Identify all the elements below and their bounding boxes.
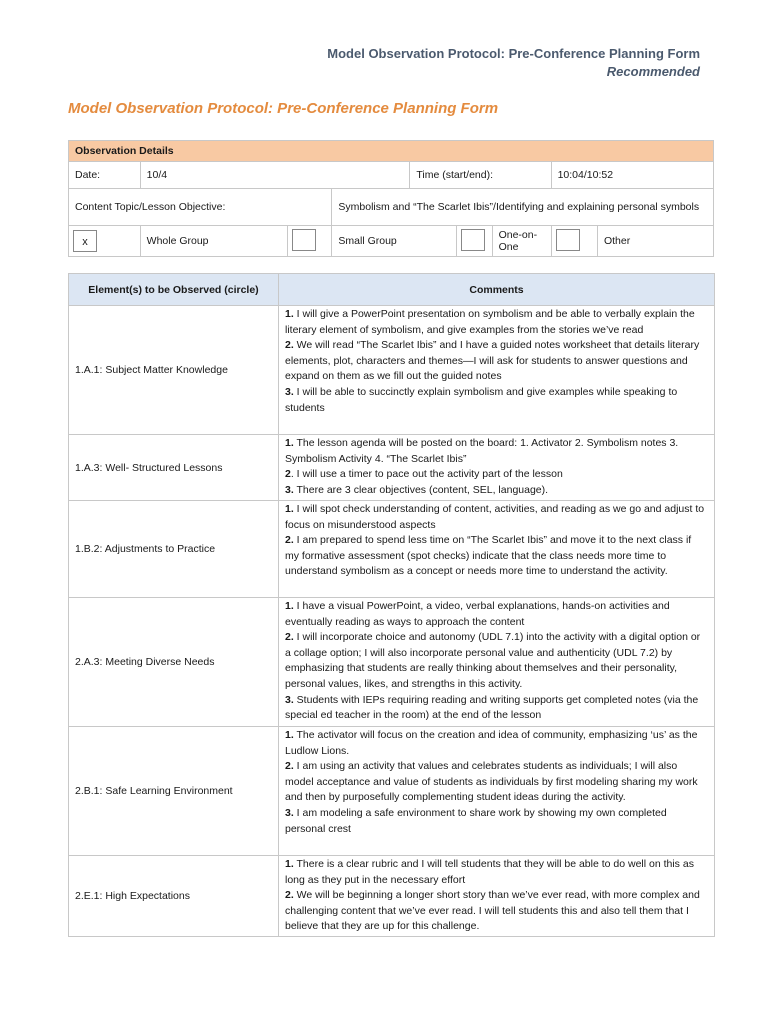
comment-number: 3. [285,693,294,706]
comments-cell [279,598,715,727]
comment-text: I will spot check understanding of content, activities, and reading as we go and adjust to focus on misunderstood aspects [285,503,705,531]
grouping-whole-checkbox-cell[interactable] [69,226,141,257]
comment-text: . I will use a timer to pace out the activity part of the lesson [290,468,563,481]
table-row [69,435,715,501]
grouping-whole-checkbox[interactable]: x [73,230,97,252]
time-label: Time (start/end): [410,162,551,189]
observation-details-table [68,140,714,257]
grouping-small-checkbox-cell[interactable] [288,226,332,257]
comment-text: I will incorporate choice and autonomy (UDL 7.1) into the activity with a digital option or a collage option; I will also incorporate personal value and authenticity (UDL 7.2) by emphasizing that students are really thinking about themselves and their personality, personal values, likes, and strengths in this activity. [285,631,701,690]
time-value[interactable]: 10:04/10:52 [551,162,713,189]
comments-cell [279,727,715,856]
table-row [69,598,715,727]
comment-text: Students with IEPs requiring reading and writing supports get completed notes (via the special ed teacher in the room) at the end of the lesson [285,693,699,722]
element-cell[interactable]: 2.B.1: Safe Learning Environment [69,727,279,856]
comments-cell [279,501,715,598]
elements-table [68,273,715,937]
comment-text: I will be able to succinctly explain symbolism and give examples while speaking to students [285,385,678,414]
date-label: Date: [69,162,141,189]
form-title: Model Observation Protocol: Pre-Conference Planning Form [68,100,499,117]
comment-text: We will be beginning a longer short story than we’ve ever read, with more complex and challenging content that we’ve ever read. I will tell students this and also tell them that I believe that they are up for this challenge. [285,889,700,933]
element-cell[interactable]: 2.E.1: High Expectations [69,856,279,937]
comment-number: 2. [285,339,294,352]
comment-text: The lesson agenda will be posted on the board: 1. Activator 2. Symbolism notes 3. Symbolism Activity 4. “The Scarlet Ibis” [285,437,679,465]
comment-number: 1. [285,729,294,741]
header-title: Model Observation Protocol: Pre-Conference Planning Form [327,46,700,61]
comment-number: 2. [285,631,294,644]
comments-cell [279,435,715,501]
comment-text: I have a visual PowerPoint, a video, verbal explanations, hands-on activities and eventually reading as ways to approach the content [285,600,670,628]
comment-number: 3. [285,483,294,496]
grouping-other-label: Other [597,226,713,257]
comment-number: 1. [285,858,294,870]
comment-text: There is a clear rubric and I will tell students that they will be able to do well on this as long as they put in the necessary effort [285,858,694,886]
comment-text: I am using an activity that values and celebrates students as individuals; I will also model acceptance and value of students as individuals by first modeling sharing my work and then by purposefully complementing student ideas during the activity. [285,760,698,804]
element-cell[interactable]: 1.A.3: Well- Structured Lessons [69,435,279,501]
topic-label: Content Topic/Lesson Objective: [69,189,332,226]
comment-number: 2. [285,889,294,902]
elements-column-header: Element(s) to be Observed (circle) [69,274,279,306]
table-row [69,727,715,856]
comment-text: I am modeling a safe environment to share work by showing my own completed personal crest [285,806,667,835]
comment-number: 1. [285,503,294,515]
date-value[interactable]: 10/4 [140,162,410,189]
comment-number: 3. [285,806,294,819]
grouping-whole-label: Whole Group [140,226,288,257]
element-cell[interactable]: 1.B.2: Adjustments to Practice [69,501,279,598]
grouping-one-label: One-on-One [492,226,551,257]
grouping-one-checkbox[interactable] [461,229,485,251]
comment-number: 1. [285,437,294,449]
table-row [69,306,715,435]
comments-cell [279,306,715,435]
comment-number: 3. [285,385,294,398]
table-row [69,501,715,598]
comment-number: 2. [285,534,294,547]
grouping-one-checkbox-cell[interactable] [456,226,492,257]
element-cell[interactable]: 1.A.1: Subject Matter Knowledge [69,306,279,435]
comment-text: There are 3 clear objectives (content, SEL, language). [293,483,549,496]
grouping-small-checkbox[interactable] [292,229,316,251]
comment-number: 2. [285,760,294,773]
comment-text: I will give a PowerPoint presentation on symbolism and be able to verbally explain the literary element of symbolism, and give examples from the stories we’ve read [285,308,695,336]
comments-cell [279,856,715,937]
comments-column-header: Comments [279,274,715,306]
comment-text: The activator will focus on the creation and idea of community, emphasizing ‘us’ as the Ludlow Lions. [285,729,698,757]
element-cell[interactable]: 2.A.3: Meeting Diverse Needs [69,598,279,727]
comment-text: I am prepared to spend less time on “The Scarlet Ibis” and move it to the next class if my formative assessment (spot checks) indicate that the class needs more time to understand symbolism as a concept or needs more time to understand the activity. [285,534,692,578]
comment-number: 1. [285,308,294,320]
comment-number: 2 [285,468,291,481]
grouping-other-checkbox-cell[interactable] [551,226,597,257]
grouping-other-checkbox[interactable] [556,229,580,251]
header-subtitle: Recommended [606,64,700,79]
topic-value[interactable]: Symbolism and “The Scarlet Ibis”/Identifying and explaining personal symbols [332,189,714,226]
comment-text: We will read “The Scarlet Ibis” and I have a guided notes worksheet that details literary elements, plot, characters and themes—I will ask for students to answer questions and expand on them as we fill out the guided notes [285,339,700,383]
table-row [69,856,715,937]
details-heading: Observation Details [69,141,714,162]
comment-number: 1. [285,600,294,612]
grouping-small-label: Small Group [332,226,456,257]
